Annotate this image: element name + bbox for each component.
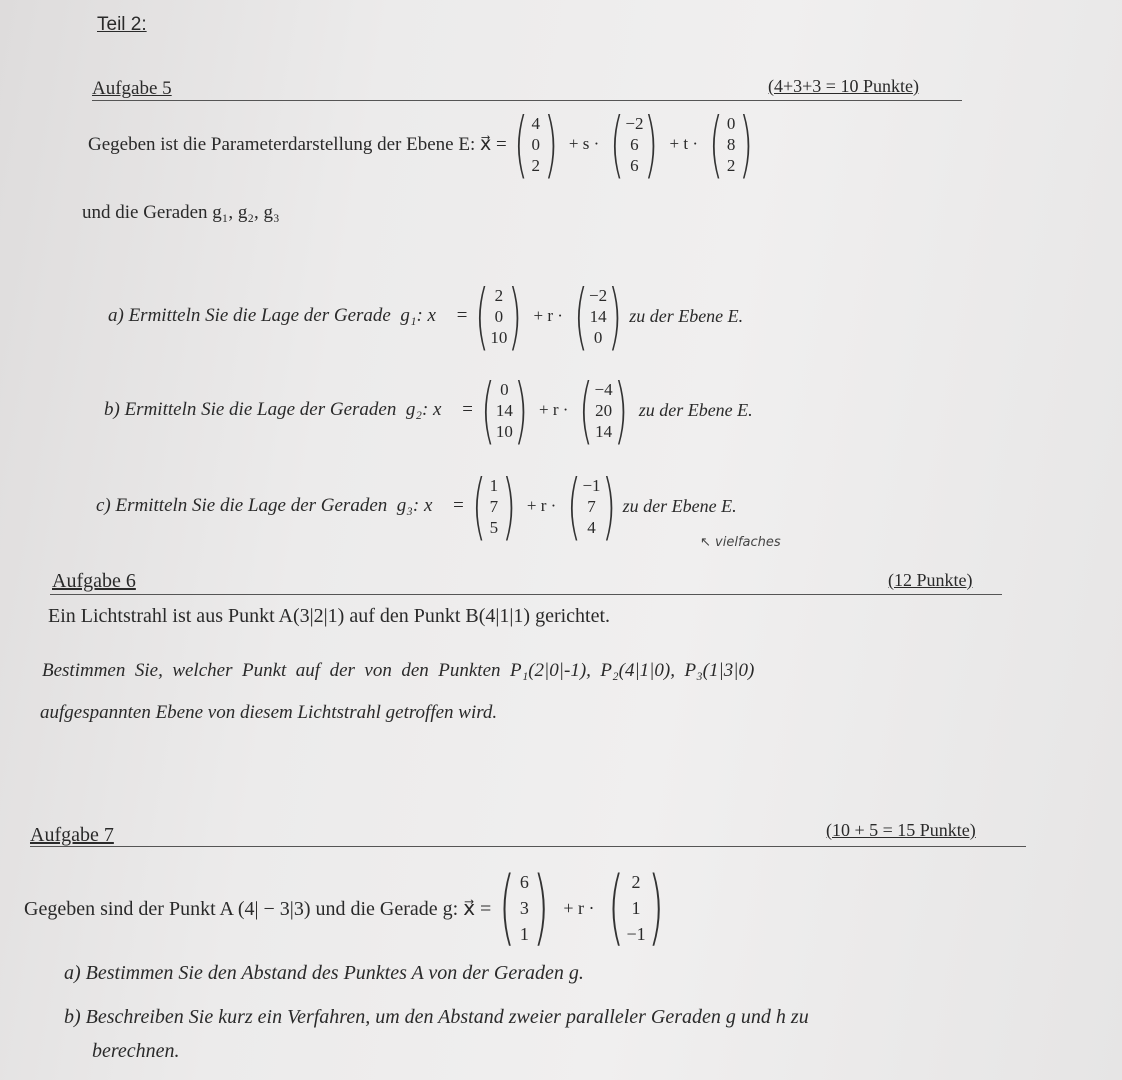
task5-c-tail: zu der Ebene E. (622, 495, 737, 516)
part-title: Teil 2: (97, 14, 147, 35)
vec-entry: 0 (531, 134, 541, 154)
vec-entry: 14 (495, 400, 513, 420)
vec-entry: 2 (494, 285, 504, 305)
vec-entry: 3 (519, 898, 529, 918)
vec-entry: 2 (631, 872, 641, 892)
plane-point-vector: ( 4 0 2 ) (513, 102, 558, 186)
handwritten-note: ↖ vielfaches (700, 535, 781, 550)
task5-b-r: + r · (539, 400, 569, 419)
task7-a: a) Bestimmen Sie den Abstand des Punktes A von der Geraden g. (64, 962, 584, 984)
vec-entry: 0 (726, 113, 736, 133)
g2-point-vector: ( 0 14 10 ) (480, 368, 528, 452)
task5-points: (4+3+3 = 10 Punkte) (768, 76, 919, 96)
lines-intro: und die Geraden g₁, g₂, g₃ (82, 202, 280, 223)
task7-intro: Gegeben sind der Punkt A (4| − 3|3) und die Gerade g: x⃗ = (24, 897, 492, 920)
vec-entry: −2 (625, 113, 644, 133)
vec-entry: 20 (595, 400, 613, 420)
plane-v-vector: ( 0 8 2 ) (709, 102, 754, 186)
task5-title: Aufgabe 5 (92, 78, 172, 99)
task5-c-label: c) Ermitteln Sie die Lage der Geraden (96, 495, 388, 516)
vec-entry: 8 (726, 134, 736, 154)
task5-a (108, 276, 743, 356)
plane-t-label: + t · (669, 134, 699, 153)
vec-entry: 14 (595, 421, 613, 441)
g1-direction-vector: ( −2 14 0 ) (573, 274, 623, 358)
vec-entry: 7 (489, 496, 499, 516)
task5-divider (92, 100, 962, 101)
task7-b-line2: berechnen. (92, 1040, 180, 1062)
vec-entry: 0 (500, 379, 509, 399)
vec-entry: 5 (489, 517, 499, 537)
task7-equation (24, 858, 672, 958)
task6-divider (50, 594, 1002, 595)
plane-intro: Gegeben ist die Parameterdarstellung der Ebene E: x⃗ = (88, 133, 507, 155)
vec-entry: 6 (519, 872, 529, 892)
vec-entry: 1 (631, 898, 641, 918)
vec-entry: 2 (726, 155, 736, 175)
vec-entry: 4 (531, 113, 541, 133)
vec-entry: 10 (495, 421, 513, 441)
task5-a-tail: zu der Ebene E. (629, 305, 744, 326)
task5-a-r: + r · (533, 306, 563, 325)
task5-a-label: a) Ermitteln Sie die Lage der Gerade (108, 305, 391, 326)
g-point-vector: ( 6 3 1 ) (499, 860, 550, 955)
vec-entry: −1 (626, 924, 646, 944)
vec-entry: 0 (593, 327, 603, 347)
task5-b (104, 370, 753, 450)
vec-entry: 6 (630, 155, 639, 175)
task6-line2: Bestimmen Sie, welcher Punkt auf der von den Punkten P₁(2|0|-1), P₂(4|1|0), P₃(1|3|0) (42, 660, 755, 681)
task5-b-tail: zu der Ebene E. (638, 399, 753, 420)
task7-r: + r · (563, 897, 595, 918)
task6-line3: aufgespannten Ebene von diesem Lichtstrahl getroffen wird. (40, 702, 498, 723)
g3-point-vector: ( 1 7 5 ) (471, 464, 516, 548)
vec-entry: 7 (587, 496, 596, 516)
plane-s-label: + s · (568, 134, 600, 153)
task6-title: Aufgabe 6 (52, 570, 136, 592)
task6-line1: Ein Lichtstrahl ist aus Punkt A(3|2|1) auf den Punkt B(4|1|1) gerichtet. (48, 605, 611, 627)
vec-entry: −1 (582, 475, 601, 495)
task7-points: (10 + 5 = 15 Punkte) (826, 820, 976, 840)
vec-entry: 6 (630, 134, 639, 154)
task7-title: Aufgabe 7 (30, 824, 114, 846)
vec-entry: 2 (531, 155, 541, 175)
vec-entry: 4 (587, 517, 596, 537)
vec-entry: −4 (594, 379, 613, 399)
vec-entry: 0 (494, 306, 504, 326)
g2-direction-vector: ( −4 20 14 ) (579, 368, 628, 452)
plane-equation (88, 104, 760, 184)
task5-c-g: g₃: x⃗ = (396, 495, 465, 516)
task5-c (96, 466, 737, 546)
g-direction-vector: ( 2 1 −1 ) (608, 860, 664, 955)
task5-a-g: g₁: x⃗ = (400, 305, 469, 326)
task7-b-line1: b) Beschreiben Sie kurz ein Verfahren, um den Abstand zweier paralleler Geraden g und h zu (64, 1006, 809, 1028)
task5-b-label: b) Ermitteln Sie die Lage der Geraden (104, 399, 397, 420)
vec-entry: 14 (589, 306, 607, 326)
g3-direction-vector: ( −1 7 4 ) (567, 464, 616, 548)
vec-entry: −2 (589, 285, 608, 305)
vec-entry: 10 (490, 327, 508, 347)
task5-b-g: g₂: x⃗ = (405, 399, 474, 420)
plane-u-vector: ( −2 6 6 ) (610, 102, 659, 186)
vec-entry: 1 (489, 475, 499, 495)
g1-point-vector: ( 2 0 10 ) (475, 274, 523, 358)
task5-c-r: + r · (526, 496, 557, 515)
vec-entry: 1 (519, 924, 529, 944)
task7-divider (30, 846, 1026, 847)
task6-points: (12 Punkte) (888, 570, 973, 590)
